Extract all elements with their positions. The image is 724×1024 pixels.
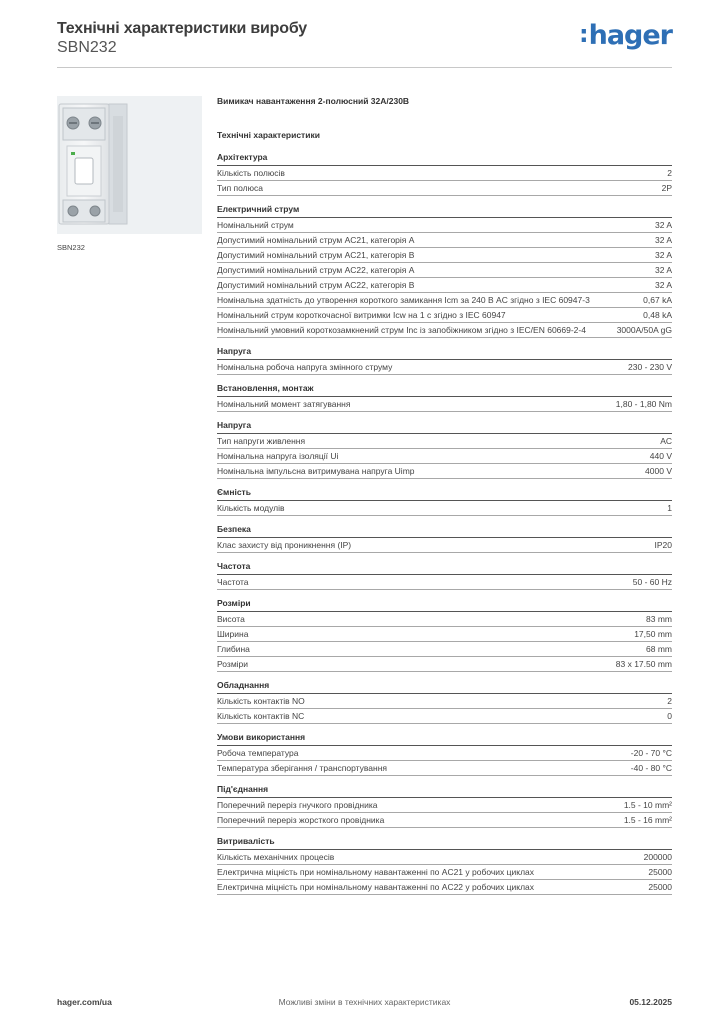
logo-mark: : [578, 20, 588, 48]
spec-section [217, 383, 672, 412]
spec-row [217, 218, 672, 233]
spec-row [217, 657, 672, 672]
spec-label: Температура зберігання / транспортування [217, 762, 388, 773]
spec-label: Висота [217, 613, 245, 624]
spec-label: Глибина [217, 643, 250, 654]
spec-row [217, 449, 672, 464]
spec-label: Кількість механічних процесів [217, 851, 335, 862]
spec-section [217, 732, 672, 776]
spec-row [217, 642, 672, 657]
spec-value: -40 - 80 °C [630, 762, 672, 773]
spec-label: Клас захисту від проникнення (IP) [217, 539, 352, 550]
product-image [57, 96, 202, 234]
spec-section [217, 420, 672, 479]
spec-value: 2 [667, 695, 672, 706]
spec-value: 68 mm [646, 643, 672, 654]
section-title: Витривалість [217, 836, 672, 850]
spec-label: Номінальна імпульсна витримувана напруга Uimp [217, 465, 415, 476]
spec-label: Розміри [217, 658, 249, 669]
spec-row [217, 308, 672, 323]
spec-section [217, 561, 672, 590]
spec-value: 2 [667, 167, 672, 178]
spec-value: 50 - 60 Hz [632, 576, 672, 587]
spec-value: 1.5 - 16 mm² [623, 814, 672, 825]
footer-notice: Можливі зміни в технічних характеристиках [278, 997, 451, 1007]
spec-value: 0 [667, 710, 672, 721]
spec-label: Кількість контактів NC [217, 710, 305, 721]
spec-value: 32 A [654, 219, 672, 230]
product-image-caption: SBN232 [57, 243, 85, 252]
spec-row [217, 694, 672, 709]
spec-section [217, 836, 672, 895]
spec-row [217, 293, 672, 308]
spec-label: Допустимий номінальний струм AC21, категорія A [217, 234, 415, 245]
spec-row [217, 248, 672, 263]
spec-value: 32 A [654, 249, 672, 260]
spec-row [217, 501, 672, 516]
spec-row [217, 627, 672, 642]
spec-label: Ширина [217, 628, 249, 639]
spec-row [217, 233, 672, 248]
spec-label: Кількість контактів NO [217, 695, 305, 706]
spec-value: 17,50 mm [634, 628, 672, 639]
spec-label: Тип напруги живлення [217, 435, 306, 446]
spec-label: Номінальний струм [217, 219, 294, 230]
spec-label: Частота [217, 576, 249, 587]
section-title: Напруга [217, 420, 672, 434]
section-title: Встановлення, монтаж [217, 383, 672, 397]
spec-row [217, 575, 672, 590]
spec-row [217, 360, 672, 375]
spec-section [217, 487, 672, 516]
spec-row [217, 323, 672, 338]
spec-label: Номінальний умовний короткозамкнений струм Inc із запобіжником згідно з IEC/EN 60669-2-4 [217, 324, 586, 335]
section-title: Умови використання [217, 732, 672, 746]
spec-value: 1,80 - 1,80 Nm [615, 398, 672, 409]
spec-label: Тип полюса [217, 182, 263, 193]
spec-value: 25000 [648, 881, 672, 892]
spec-row [217, 798, 672, 813]
section-title: Обладнання [217, 680, 672, 694]
spec-label: Допустимий номінальний струм AC22, категорія B [217, 279, 415, 290]
spec-label: Допустимий номінальний струм AC22, категорія A [217, 264, 415, 275]
spec-section [217, 152, 672, 196]
spec-value: -20 - 70 °C [630, 747, 672, 758]
spec-row [217, 397, 672, 412]
specifications [217, 96, 672, 895]
logo-text: hager [588, 20, 672, 51]
section-title: Частота [217, 561, 672, 575]
spec-value: 83 mm [646, 613, 672, 624]
spec-row [217, 612, 672, 627]
spec-value: 83 x 17.50 mm [615, 658, 672, 669]
spec-label: Номінальна робоча напруга змінного струму [217, 361, 393, 372]
spec-row [217, 746, 672, 761]
spec-value: 200000 [643, 851, 672, 862]
spec-section [217, 524, 672, 553]
spec-row [217, 761, 672, 776]
section-title: Розміри [217, 598, 672, 612]
spec-label: Допустимий номінальний струм AC21, категорія B [217, 249, 415, 260]
spec-row [217, 538, 672, 553]
spec-row [217, 278, 672, 293]
section-title: Напруга [217, 346, 672, 360]
spec-value: 1.5 - 10 mm² [623, 799, 672, 810]
circuit-breaker-illustration [57, 96, 202, 234]
product-name: Вимикач навантаження 2-полюсний 32А/230В [217, 96, 410, 106]
spec-row [217, 166, 672, 181]
spec-value: AC [660, 435, 672, 446]
spec-value: 0,67 kA [643, 294, 672, 305]
spec-section [217, 204, 672, 338]
spec-row [217, 880, 672, 895]
section-title: Електричний струм [217, 204, 672, 218]
section-title: Ємність [217, 487, 672, 501]
product-image-column [57, 96, 202, 252]
spec-label: Номінальний струм короткочасної витримки Icw на 1 с згідно з IEC 60947 [217, 309, 506, 320]
spec-value: 3000A/50A gG [616, 324, 672, 335]
section-title: Безпека [217, 524, 672, 538]
spec-row [217, 181, 672, 196]
spec-value: 2P [661, 182, 672, 193]
spec-label: Кількість модулів [217, 502, 285, 513]
spec-section [217, 346, 672, 375]
spec-label: Електрична міцність при номінальному навантаженні по AC22 у робочих циклах [217, 881, 535, 892]
spec-label: Робоча температура [217, 747, 299, 758]
spec-section [217, 680, 672, 724]
page-header [57, 20, 672, 70]
spec-label: Кількість полюсів [217, 167, 285, 178]
spec-value: 0,48 kA [643, 309, 672, 320]
section-title: Під'єднання [217, 784, 672, 798]
spec-value: 32 A [654, 279, 672, 290]
spec-value: 1 [667, 502, 672, 513]
spec-row [217, 813, 672, 828]
spec-row [217, 850, 672, 865]
spec-sections [217, 152, 672, 895]
spec-label: Електрична міцність при номінальному навантаженні по AC21 у робочих циклах [217, 866, 535, 877]
hager-logo [579, 20, 672, 50]
spec-row [217, 263, 672, 278]
spec-label: Поперечний переріз гнучкого провідника [217, 799, 378, 810]
spec-section [217, 784, 672, 828]
spec-row [217, 434, 672, 449]
spec-value: IP20 [654, 539, 672, 550]
spec-value: 32 A [654, 234, 672, 245]
spec-label: Поперечний переріз жорсткого провідника [217, 814, 385, 825]
spec-row [217, 464, 672, 479]
footer-website-link[interactable]: hager.com/ua [57, 997, 112, 1007]
spec-value: 230 - 230 V [628, 361, 672, 372]
spec-row [217, 709, 672, 724]
page-title: Технічні характеристики виробу [57, 20, 307, 37]
specs-heading: Технічні характеристики [217, 130, 320, 140]
header-divider [57, 67, 672, 68]
spec-value: 32 A [654, 264, 672, 275]
spec-value: 25000 [648, 866, 672, 877]
spec-value: 440 V [649, 450, 672, 461]
spec-value: 4000 V [645, 465, 672, 476]
spec-row [217, 865, 672, 880]
section-title: Архітектура [217, 152, 672, 166]
footer-date: 05.12.2025 [629, 997, 672, 1007]
spec-section [217, 598, 672, 672]
product-code: SBN232 [57, 39, 117, 56]
spec-label: Номінальна напруга ізоляції Ui [217, 450, 339, 461]
spec-label: Номінальна здатність до утворення короткого замикання Icm за 240 В AC згідно з IEC 60947-3 [217, 294, 590, 305]
spec-label: Номінальний момент затягування [217, 398, 351, 409]
